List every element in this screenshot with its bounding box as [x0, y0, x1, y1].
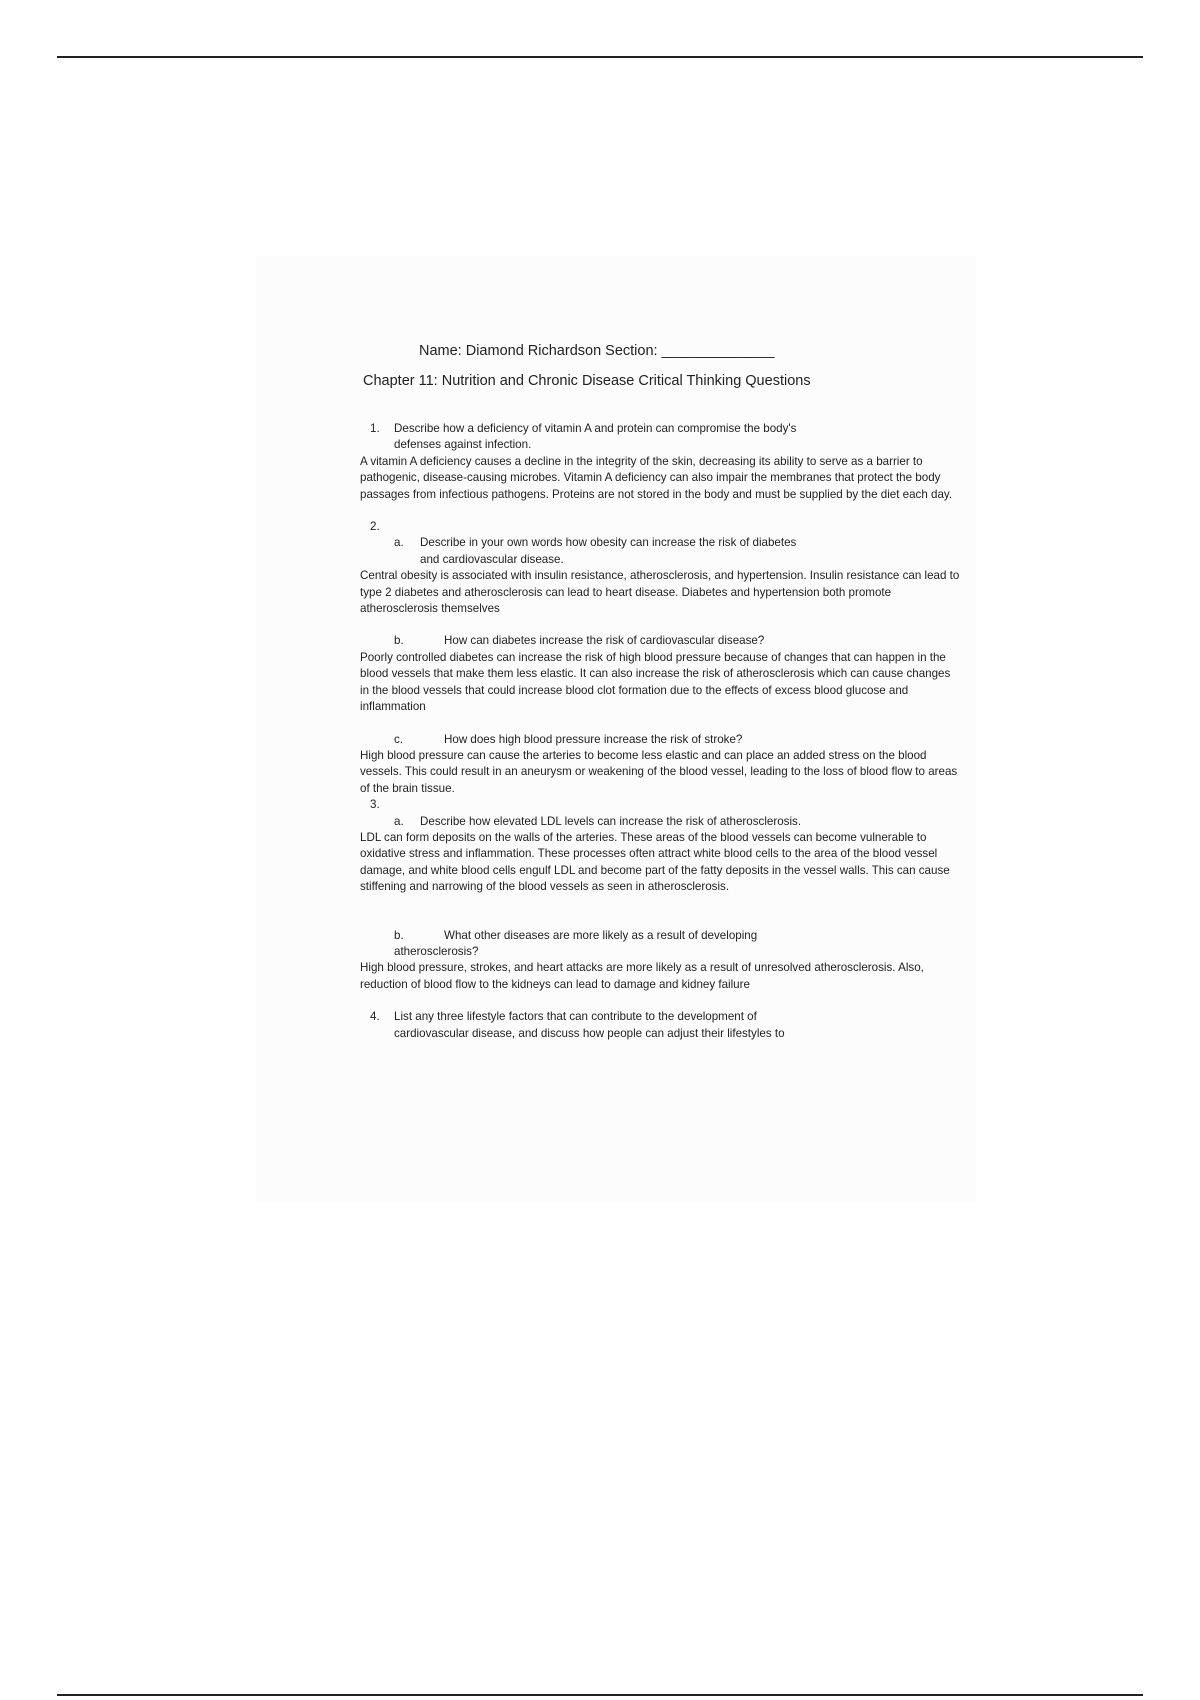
document-page — [256, 256, 976, 1201]
question-text-cont: cardiovascular disease, and discuss how people can adjust their lifestyles to — [394, 1026, 785, 1040]
name-section-line: Name: Diamond Richardson Section: ______________ — [419, 343, 775, 359]
question-2c — [360, 732, 960, 748]
bottom-rule — [57, 1694, 1143, 1696]
answer-2c: High blood pressure can cause the arteries to become less elastic and can place an added stress on the blood vessels. This could result in an aneurysm or weakening of the blood vessel, leading to the loss of blood flow to areas of the brain tissue. — [360, 748, 958, 795]
answer-1: A vitamin A deficiency causes a decline in the integrity of the skin, decreasing its ability to serve as a barrier to pathogenic, disease-causing microbes. Vitamin A deficiency can also impair the membranes that protect the body passages from infectious pathogens. Proteins are not stored in the body and must be supplied by the diet each day. — [360, 454, 953, 501]
part-letter: a. — [394, 814, 404, 828]
part-letter: c. — [394, 732, 404, 746]
part-text-cont: and cardiovascular disease. — [420, 552, 564, 566]
answer-2a: Central obesity is associated with insulin resistance, atherosclerosis, and hypertension. Insulin resistance can lead to type 2 diabetes and atherosclerosis can lead to heart disease. Diabetes and hypertension both promote atherosclerosis themselves — [360, 569, 960, 616]
part-text: Describe how elevated LDL levels can increase the risk of atherosclerosis. — [420, 814, 802, 828]
question-number: 1. — [370, 422, 380, 435]
question-number: 4. — [370, 1010, 380, 1024]
question-text: List any three lifestyle factors that can contribute to the development of — [394, 1010, 757, 1024]
document-title: Chapter 11: Nutrition and Chronic Disease Critical Thinking Questions — [363, 373, 811, 389]
part-text: How does high blood pressure increase the risk of stroke? — [444, 732, 743, 746]
part-text: What other diseases are more likely as a result of developing — [444, 928, 758, 942]
part-text-cont: atherosclerosis? — [394, 944, 479, 958]
document-body — [360, 421, 960, 1042]
answer-2b: Poorly controlled diabetes can increase the risk of high blood pressure because of changes that can happen in the blood vessels that make them less elastic. It can also increase the risk of atherosclerosis which can cause changes in the blood vessels that could increase blood clot formation due to the effects of excess blood glucose and inflammation — [360, 650, 951, 714]
question-text: Describe how a deficiency of vitamin A and protein can compromise the body's — [394, 422, 797, 435]
question-text-cont: defenses against infection. — [394, 438, 532, 452]
part-letter: b. — [394, 928, 404, 942]
question-2a — [360, 535, 960, 551]
part-text: Describe in your own words how obesity can increase the risk of diabetes — [420, 536, 797, 550]
answer-3b: High blood pressure, strokes, and heart attacks are more likely as a result of unresolved atherosclerosis. Also, reduction of blood flow to the kidneys can lead to damage and kidney failure — [360, 961, 924, 991]
question-number: 3. — [370, 798, 380, 812]
question-4 — [360, 1009, 960, 1042]
answer-3a: LDL can form deposits on the walls of the arteries. These areas of the blood vessels can become vulnerable to oxidative stress and inflammation. These processes often attract white blood cells to the area of the blood vessel damage, and white blood cells engulf LDL and become part of the fatty deposits in the vessel walls. This can cause stiffening and narrowing of the blood vessels as seen in atherosclerosis. — [360, 830, 950, 894]
part-letter: a. — [394, 536, 404, 550]
question-1 — [360, 421, 960, 454]
question-3 — [360, 797, 960, 813]
question-3a — [360, 814, 960, 830]
question-2b — [360, 633, 960, 649]
question-number: 2. — [370, 520, 380, 534]
question-2 — [360, 519, 960, 535]
question-3b — [360, 928, 960, 944]
part-text: How can diabetes increase the risk of cardiovascular disease? — [444, 634, 765, 648]
top-rule — [57, 56, 1143, 58]
part-letter: b. — [394, 634, 404, 648]
